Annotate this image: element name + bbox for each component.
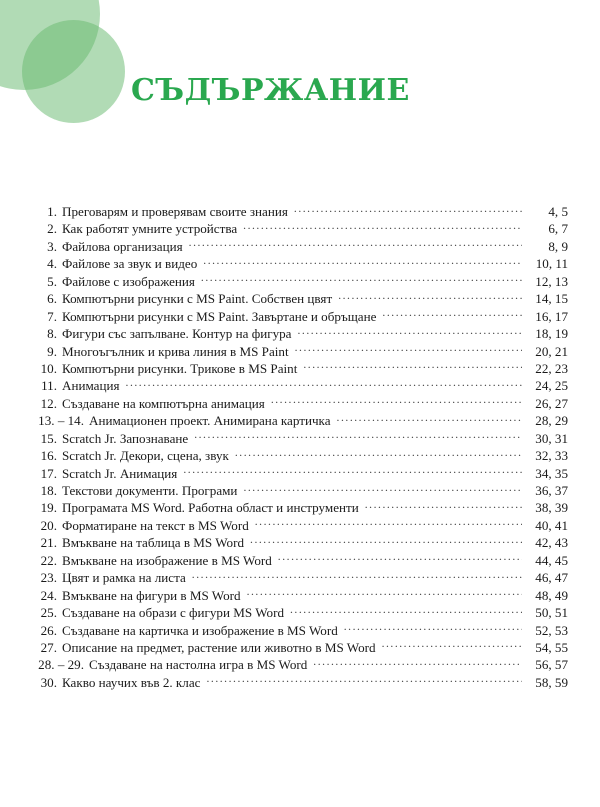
toc-entry-title: Вмъкване на таблица в MS Word — [62, 535, 245, 551]
toc-entry-title: Scratch Jr. Декори, сцена, звук — [62, 448, 229, 464]
toc-entry[interactable] — [36, 343, 568, 360]
toc-entry-pages: 38, 39 — [535, 500, 568, 516]
page-title: СЪДЪРЖАНИЕ — [131, 73, 410, 108]
toc-entry[interactable] — [36, 587, 568, 604]
toc-dot-leader — [250, 534, 522, 547]
small-light-circle — [22, 20, 125, 123]
toc-entry-number: 17. — [40, 465, 57, 481]
toc-entry[interactable] — [36, 308, 568, 325]
toc-entry-title: Форматиране на текст в MS Word — [62, 517, 249, 533]
toc-entry-title: Компютърни рисунки с MS Paint. Завъртане и обръщане — [62, 308, 377, 324]
toc-dot-leader — [365, 499, 522, 512]
toc-entry-title: Какво научих във 2. клас — [62, 674, 201, 690]
toc-entry[interactable] — [36, 273, 568, 290]
toc-entry-title: Фигури със запълване. Контур на фигура — [62, 326, 292, 342]
toc-entry-pages: 28, 29 — [535, 413, 568, 429]
toc-entry-pages: 26, 27 — [535, 395, 568, 411]
toc-entry-pages: 16, 17 — [535, 308, 568, 324]
toc-entry[interactable] — [36, 569, 568, 586]
toc-entry-pages: 20, 21 — [535, 343, 568, 359]
toc-dot-leader — [382, 308, 522, 321]
toc-entry-pages: 58, 59 — [535, 674, 568, 690]
toc-dot-leader — [290, 604, 522, 617]
toc-entry-number: 7. — [47, 308, 57, 324]
toc-entry-number: 2. — [47, 221, 57, 237]
toc-entry[interactable] — [36, 412, 568, 429]
toc-entry-title: Анимационен проект. Анимирана картичка — [89, 413, 331, 429]
toc-entry-number: 25. — [40, 605, 57, 621]
toc-dot-leader — [183, 465, 522, 478]
toc-entry-pages: 6, 7 — [548, 221, 568, 237]
toc-entry-title: Създаване на образи с фигури MS Word — [62, 605, 284, 621]
toc-entry[interactable] — [36, 203, 568, 220]
toc-entry-title: Създаване на картичка и изображение в MS Word — [62, 622, 338, 638]
toc-entry-title: Създаване на настолна игра в MS Word — [89, 657, 308, 673]
toc-dot-leader — [192, 569, 522, 582]
toc-entry-pages: 14, 15 — [535, 291, 568, 307]
toc-entry-number: 5. — [47, 273, 57, 289]
toc-entry-number: 12. — [40, 395, 57, 411]
toc-entry-number: 20. — [40, 517, 57, 533]
toc-entry-title: Файлова организация — [62, 238, 183, 254]
toc-entry-number: 10. — [40, 360, 57, 376]
toc-entry[interactable] — [36, 360, 568, 377]
toc-entry-pages: 50, 51 — [535, 605, 568, 621]
toc-entry[interactable] — [36, 656, 568, 673]
toc-entry-title: Файлове с изображения — [62, 273, 195, 289]
toc-dot-leader — [235, 447, 522, 460]
toc-dot-leader — [255, 517, 522, 530]
toc-entry-number: 15. — [40, 430, 57, 446]
toc-entry-pages: 56, 57 — [535, 657, 568, 673]
toc-entry[interactable] — [36, 499, 568, 516]
toc-entry[interactable] — [36, 255, 568, 272]
toc-entry-pages: 32, 33 — [535, 448, 568, 464]
toc-entry-title: Файлове за звук и видео — [62, 256, 198, 272]
toc-entry-pages: 4, 5 — [548, 204, 568, 219]
toc-dot-leader — [344, 622, 522, 635]
toc-entry-number: 6. — [47, 291, 57, 307]
toc-entry-number: 8. — [47, 326, 57, 342]
toc-entry[interactable] — [36, 395, 568, 412]
toc-entry-pages: 10, 11 — [535, 256, 568, 272]
toc-entry-number: 30. — [40, 674, 57, 690]
toc-entry-pages: 34, 35 — [535, 465, 568, 481]
toc-entry-number: 24. — [40, 587, 57, 603]
toc-entry-title: Многоъгълник и крива линия в MS Paint — [62, 343, 289, 359]
toc-entry[interactable] — [36, 220, 568, 237]
toc-entry-number: 21. — [40, 535, 57, 551]
large-light-circle — [0, 0, 100, 90]
toc-entry[interactable] — [36, 517, 568, 534]
toc-entry-title: Текстови документи. Програми — [62, 483, 238, 498]
toc-entry-number: 18. — [40, 483, 57, 498]
toc-dot-leader — [247, 587, 522, 600]
toc-entry-number: 11. — [41, 378, 57, 394]
toc-entry-pages: 48, 49 — [535, 587, 568, 603]
toc-entry-title: Програмата MS Word. Работна област и инструменти — [62, 500, 359, 516]
toc-entry-number: 16. — [40, 448, 57, 464]
toc-entry-title: Вмъкване на изображение в MS Word — [62, 552, 272, 568]
toc-entry-pages: 22, 23 — [535, 360, 568, 376]
toc-entry[interactable] — [36, 238, 568, 255]
table-of-contents-list — [36, 203, 568, 691]
toc-dot-leader — [189, 238, 522, 251]
toc-entry-number: 28. – 29. — [38, 657, 84, 673]
toc-entry-number: 9. — [47, 343, 57, 359]
toc-dot-leader — [313, 656, 522, 669]
toc-entry-number: 19. — [40, 500, 57, 516]
toc-entry-pages: 46, 47 — [535, 570, 568, 586]
toc-dot-leader — [126, 377, 522, 390]
toc-entry-title: Scratch Jr. Запознаване — [62, 430, 189, 446]
toc-entry-title: Scratch Jr. Анимация — [62, 465, 178, 481]
toc-entry-pages: 18, 19 — [535, 326, 568, 342]
toc-dot-leader — [201, 273, 522, 286]
toc-entry-title: Вмъкване на фигури в MS Word — [62, 587, 241, 603]
toc-entry-pages: 44, 45 — [535, 552, 568, 568]
toc-entry-pages: 36, 37 — [535, 483, 568, 498]
toc-entry[interactable] — [36, 325, 568, 342]
toc-entry-pages: 12, 13 — [535, 273, 568, 289]
toc-entry-number: 4. — [47, 256, 57, 272]
toc-entry-pages: 8, 9 — [548, 238, 568, 254]
toc-entry[interactable] — [36, 674, 568, 691]
toc-entry-pages: 52, 53 — [535, 622, 568, 638]
toc-entry-pages: 54, 55 — [535, 639, 568, 655]
toc-entry[interactable] — [36, 465, 568, 482]
toc-entry-title: Компютърни рисунки с MS Paint. Собствен цвят — [62, 291, 333, 307]
toc-dot-leader — [303, 360, 522, 373]
toc-entry-number: 26. — [40, 622, 57, 638]
toc-entry[interactable] — [36, 622, 568, 639]
toc-entry[interactable] — [36, 290, 568, 307]
toc-entry-number: 27. — [40, 639, 57, 655]
toc-entry[interactable] — [36, 552, 568, 569]
toc-entry-title: Как работят умните устройства — [62, 221, 238, 237]
toc-entry[interactable] — [36, 534, 568, 551]
toc-entry-number: 13. – 14. — [38, 413, 84, 429]
toc-dot-leader — [243, 220, 522, 233]
toc-entry[interactable] — [36, 639, 568, 656]
toc-dot-leader — [298, 325, 523, 338]
toc-entry-title: Анимация — [62, 378, 120, 394]
toc-entry-title: Преговарям и проверявам своите знания — [62, 204, 288, 219]
toc-entry-number: 1. — [47, 204, 57, 219]
toc-dot-leader — [337, 412, 522, 425]
toc-dot-leader — [243, 482, 522, 495]
toc-entry-pages: 42, 43 — [535, 535, 568, 551]
toc-entry-pages: 40, 41 — [535, 517, 568, 533]
toc-entry-pages: 24, 25 — [535, 378, 568, 394]
toc-dot-leader — [203, 255, 522, 268]
toc-dot-leader — [194, 430, 522, 443]
toc-dot-leader — [294, 203, 522, 216]
toc-entry[interactable] — [36, 447, 568, 464]
toc-entry-number: 22. — [40, 552, 57, 568]
toc-dot-leader — [338, 290, 522, 303]
toc-entry-title: Създаване на компютърна анимация — [62, 395, 265, 411]
toc-entry-title: Описание на предмет, растение или животно в MS Word — [62, 639, 376, 655]
toc-entry-title: Компютърни рисунки. Трикове в MS Paint — [62, 360, 298, 376]
toc-entry[interactable] — [36, 482, 568, 499]
toc-entry[interactable] — [36, 604, 568, 621]
toc-dot-leader — [278, 552, 522, 565]
toc-dot-leader — [206, 674, 522, 687]
toc-entry-number: 3. — [47, 238, 57, 254]
toc-entry[interactable] — [36, 430, 568, 447]
toc-entry-pages: 30, 31 — [535, 430, 568, 446]
toc-dot-leader — [382, 639, 522, 652]
toc-entry-number: 23. — [40, 570, 57, 586]
toc-dot-leader — [271, 395, 522, 408]
toc-entry[interactable] — [36, 377, 568, 394]
toc-dot-leader — [295, 343, 522, 356]
toc-entry-title: Цвят и рамка на листа — [62, 570, 186, 586]
